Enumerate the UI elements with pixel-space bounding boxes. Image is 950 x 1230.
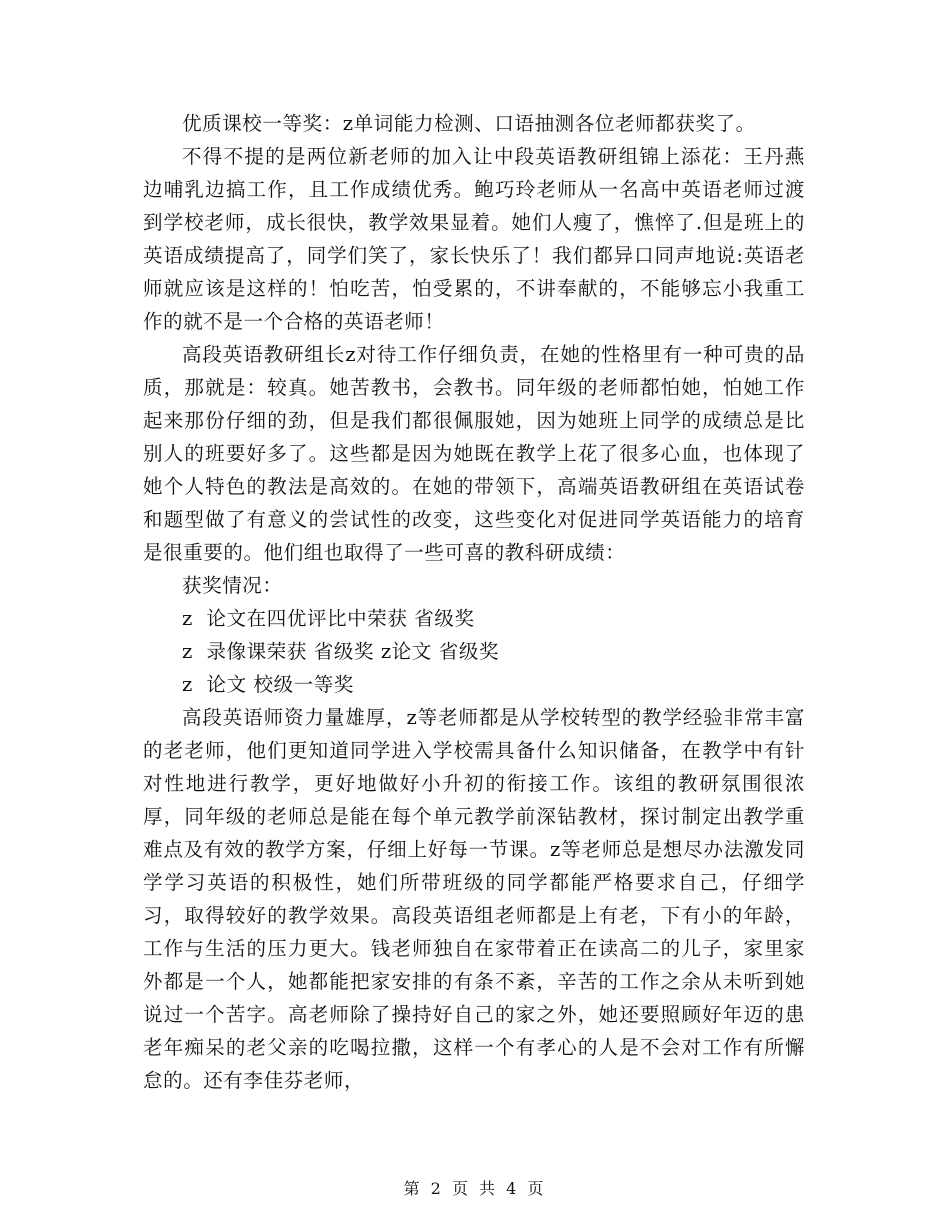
award-item: z 录像课荣获 省级奖 z论文 省级奖 (182, 640, 500, 663)
paragraph-awards-intro: 优质课校一等奖：z单词能力检测、口语抽测各位老师都获奖了。 (182, 112, 756, 135)
paragraph-senior-group-leader: 高段英语教研组长z对待工作仔细负责，在她的性格里有一种可贵的品质，那就是：较真。她苦教书，会教书。同年级的老师都怕她，怕她工作起来那份仔细的劲，但是我们都很佩服她，因为她班上同学的成绩总是比别人的班要好多了。这些都是因为她既在教学上花了很多心血，也体现了她个人特色的教法是高效的。在她的带领下，高端英语教研组在英语试卷和题型做了有意义的尝试性的改变，这些变化对促进同学英语能力的培育是很重要的。他们组也取得了一些可喜的教科研成绩： (143, 343, 805, 564)
paragraph-new-teachers: 不得不提的是两位新老师的加入让中段英语教研组锦上添花：王丹燕边哺乳边搞工作，且工作成绩优秀。鲍巧玲老师从一名高中英语老师过渡到学校老师，成长很快，教学效果显着。她们人瘦了，憔悴了.但是班上的英语成绩提高了，同学们笑了，家长快乐了！我们都异口同声地说:英语老师就应该是这样的！怕吃苦，怕受累的，不讲奉献的，不能够忘小我重工作的就不是一个合格的英语老师！ (143, 145, 805, 333)
award-item: z 论文在四优评比中荣获 省级奖 (182, 607, 475, 630)
document-body (143, 107, 805, 1097)
paragraph-senior-teachers: 高段英语师资力量雄厚，z等老师都是从学校转型的教学经验非常丰富的老老师，他们更知道同学进入学校需具备什么知识储备，在教学中有针对性地进行教学，更好地做好小升初的衔接工作。该组的教研氛围很浓厚，同年级的老师总是能在每个单元教学前深钻教材，探讨制定出教学重难点及有效的教学方案，仔细上好每一节课。z等老师总是想尽办法激发同学学习英语的积极性，她们所带班级的同学都能严格要求自己，仔细学习，取得较好的教学效果。高段英语组老师都是上有老，下有小的年龄，工作与生活的压力更大。钱老师独自在家带着正在读高二的儿子，家里家外都是一个人，她都能把家安排的有条不紊，辛苦的工作之余从未听到她说过一个苦字。高老师除了操持好自己的家之外，她还要照顾好年迈的患老年痴呆的老父亲的吃喝拉撒，这样一个有孝心的人是不会对工作有所懈怠的。还有李佳芬老师， (143, 706, 805, 1092)
page-number-footer: 第 2 页 共 4 页 (403, 1179, 547, 1198)
award-item: z 论文 校级一等奖 (182, 673, 354, 696)
awards-list (143, 569, 805, 701)
awards-heading: 获奖情况： (182, 574, 283, 597)
